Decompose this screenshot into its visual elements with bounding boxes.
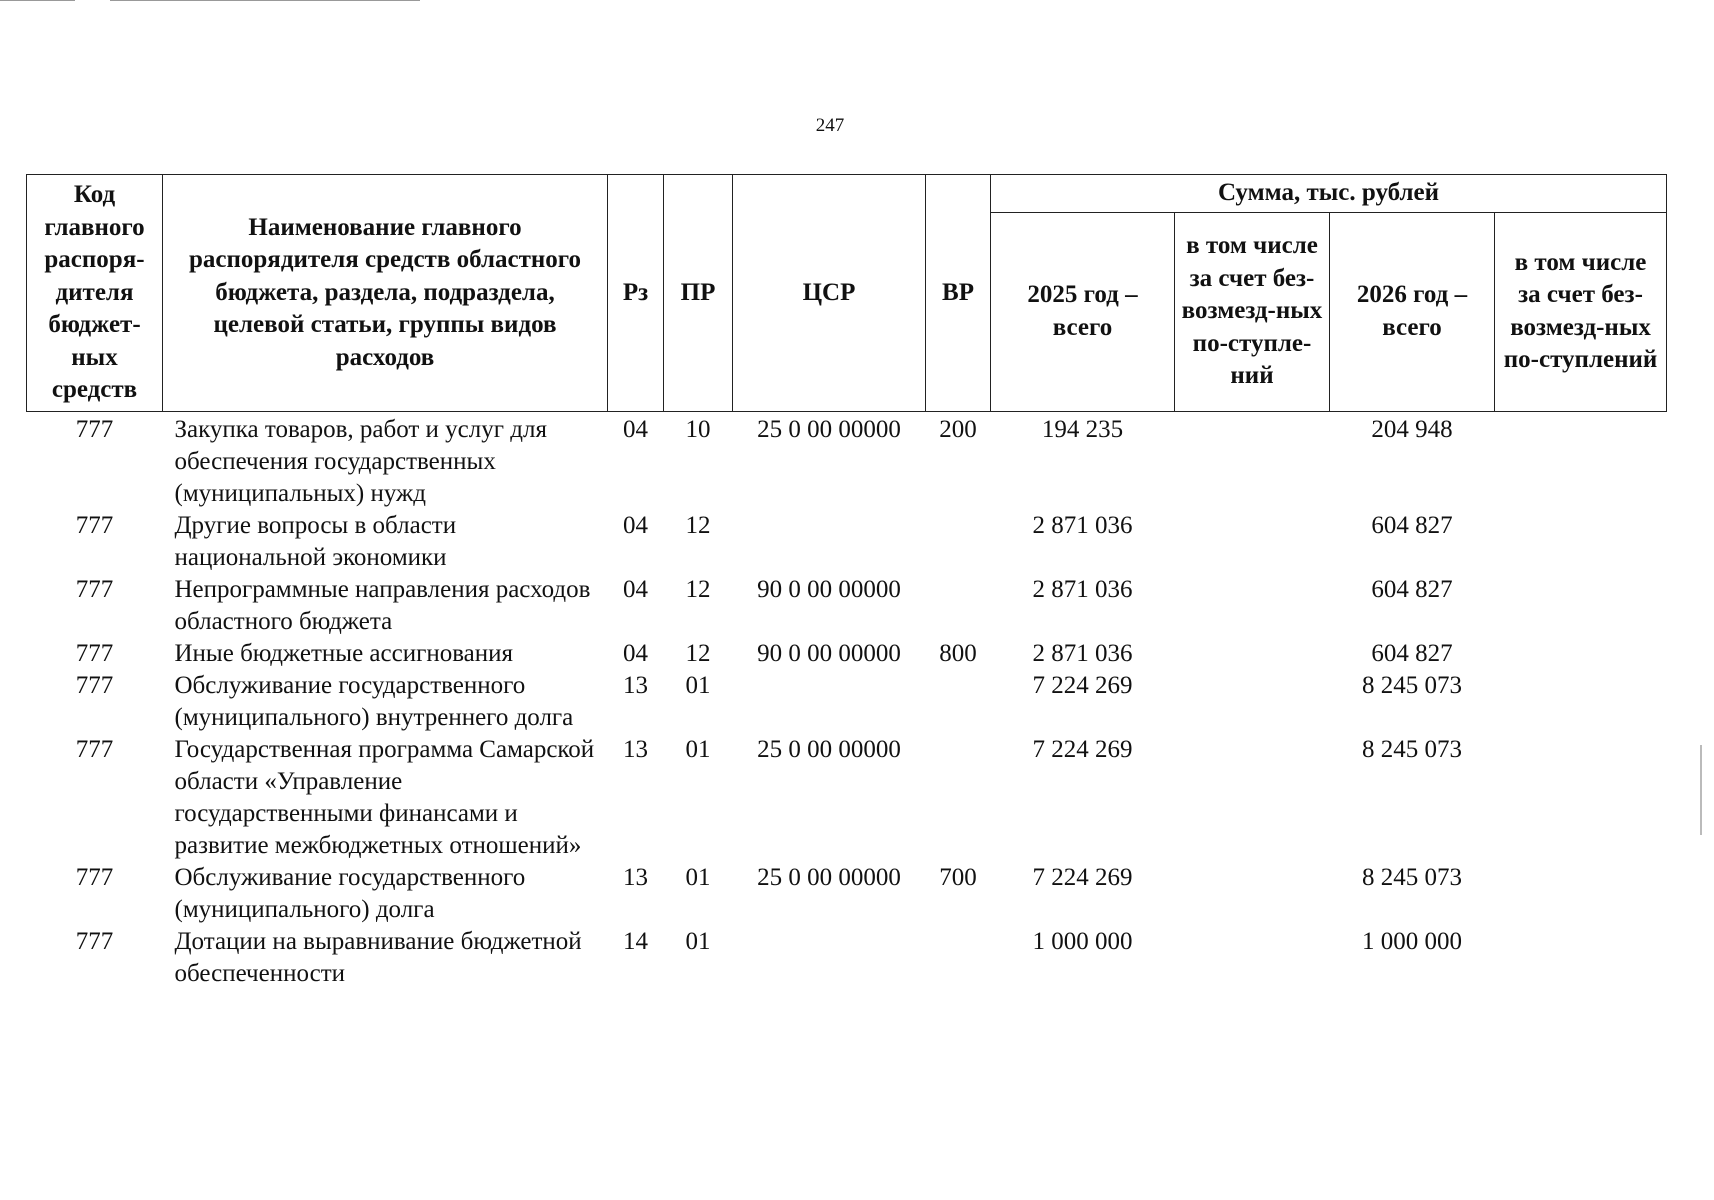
table-row — [27, 734, 1667, 862]
row-name: Государственная программа Самарской области «Управление государственными финансами и развитие межбюджетных отношений» — [174, 735, 595, 859]
row-csr: 25 0 00 00000 — [757, 735, 901, 763]
row-name: Обслуживание государственного (муниципального) долга — [174, 863, 526, 923]
row-code: 777 — [75, 511, 114, 539]
row-2026-free — [1495, 734, 1667, 862]
scan-artifact — [0, 0, 75, 1]
row-csr — [733, 670, 926, 734]
row-name: Непрограммные направления расходов областного бюджета — [174, 575, 591, 635]
row-2026-free — [1495, 670, 1667, 734]
row-code: 777 — [75, 735, 114, 763]
row-2026-total: 604 827 — [1371, 511, 1453, 539]
row-2025-free — [1175, 926, 1330, 990]
table-row — [27, 510, 1667, 574]
table-body — [27, 411, 1667, 990]
row-pr: 01 — [685, 863, 711, 891]
row-name: Обслуживание государственного (муниципального) внутреннего долга — [174, 671, 574, 731]
row-2025-total: 7 224 269 — [1032, 735, 1133, 763]
header-rz: Рз — [608, 175, 664, 412]
table-row — [27, 670, 1667, 734]
row-pr: 01 — [685, 735, 711, 763]
row-vr — [926, 734, 991, 862]
row-csr: 25 0 00 00000 — [757, 863, 901, 891]
row-rz: 04 — [623, 511, 648, 539]
row-2025-free — [1175, 862, 1330, 926]
row-rz: 14 — [623, 927, 648, 955]
table-row — [27, 411, 1667, 510]
row-pr: 10 — [685, 415, 711, 443]
row-2026-free — [1495, 638, 1667, 670]
row-rz: 04 — [623, 415, 648, 443]
row-csr: 90 0 00 00000 — [757, 639, 901, 667]
header-row-1 — [27, 175, 1667, 213]
row-2025-free — [1175, 510, 1330, 574]
header-2026-free: в том числе за счет без-возмезд-ных по-ступлений — [1495, 212, 1667, 411]
row-vr — [926, 510, 991, 574]
row-2026-free — [1495, 574, 1667, 638]
row-csr: 90 0 00 00000 — [757, 575, 901, 603]
row-2025-free — [1175, 638, 1330, 670]
row-code: 777 — [75, 639, 114, 667]
row-2025-total: 2 871 036 — [1032, 575, 1133, 603]
row-2025-free — [1175, 670, 1330, 734]
row-vr — [926, 574, 991, 638]
row-2026-free — [1495, 862, 1667, 926]
row-2025-total: 7 224 269 — [1032, 671, 1133, 699]
scan-artifact — [110, 0, 420, 1]
row-vr — [926, 670, 991, 734]
row-2025-free — [1175, 574, 1330, 638]
row-2026-total: 1 000 000 — [1362, 927, 1462, 955]
row-2026-free — [1495, 510, 1667, 574]
row-vr — [926, 926, 991, 990]
row-2025-free — [1175, 411, 1330, 510]
table-row — [27, 638, 1667, 670]
row-csr: 25 0 00 00000 — [757, 415, 901, 443]
row-pr: 01 — [685, 671, 711, 699]
header-name: Наименование главного распорядителя средств областного бюджета, раздела, подраздела, целевой статьи, группы видов расходов — [163, 175, 608, 412]
budget-table — [26, 174, 1667, 990]
header-2025-total: 2025 год – всего — [991, 212, 1175, 411]
header-2025-free: в том числе за счет без-возмезд-ных по-ступле-ний — [1175, 212, 1330, 411]
row-2025-total: 7 224 269 — [1032, 863, 1133, 891]
row-name: Другие вопросы в области национальной экономики — [174, 511, 457, 571]
row-rz: 13 — [623, 863, 648, 891]
row-2025-total: 2 871 036 — [1032, 511, 1133, 539]
row-code: 777 — [75, 863, 114, 891]
row-2026-total: 8 245 073 — [1362, 671, 1462, 699]
row-2026-free — [1495, 926, 1667, 990]
row-name: Закупка товаров, работ и услуг для обеспечения государственных (муниципальных) нужд — [174, 415, 547, 507]
page-number: 247 — [815, 115, 845, 136]
row-vr: 800 — [939, 639, 977, 667]
row-rz: 04 — [623, 639, 648, 667]
row-2025-total: 2 871 036 — [1032, 639, 1133, 667]
row-2026-total: 604 827 — [1371, 639, 1453, 667]
row-name: Дотации на выравнивание бюджетной обеспеченности — [174, 927, 582, 987]
table-row — [27, 862, 1667, 926]
row-vr: 200 — [939, 415, 977, 443]
header-2026-total: 2026 год – всего — [1330, 212, 1495, 411]
row-2026-total: 604 827 — [1371, 575, 1453, 603]
row-2025-free — [1175, 734, 1330, 862]
header-sum: Сумма, тыс. рублей — [991, 175, 1667, 213]
table-row — [27, 574, 1667, 638]
scan-artifact — [1700, 745, 1702, 835]
table-row — [27, 926, 1667, 990]
row-vr: 700 — [939, 863, 977, 891]
row-name: Иные бюджетные ассигнования — [174, 639, 514, 667]
row-code: 777 — [75, 415, 114, 443]
row-2026-total: 204 948 — [1371, 415, 1453, 443]
row-2026-total: 8 245 073 — [1362, 863, 1462, 891]
header-csr: ЦСР — [733, 175, 926, 412]
row-csr — [733, 510, 926, 574]
header-pr: ПР — [664, 175, 733, 412]
row-pr: 01 — [685, 927, 711, 955]
row-code: 777 — [75, 671, 114, 699]
row-2026-total: 8 245 073 — [1362, 735, 1462, 763]
row-csr — [733, 926, 926, 990]
row-rz: 13 — [623, 735, 648, 763]
row-pr: 12 — [685, 639, 711, 667]
table-header — [27, 175, 1667, 412]
row-rz: 13 — [623, 671, 648, 699]
header-code: Код главного распоря-дителя бюджет-ных средств — [27, 175, 163, 412]
row-rz: 04 — [623, 575, 648, 603]
row-2026-free — [1495, 411, 1667, 510]
header-vr: ВР — [926, 175, 991, 412]
row-pr: 12 — [685, 511, 711, 539]
row-code: 777 — [75, 575, 114, 603]
row-code: 777 — [75, 927, 114, 955]
row-2025-total: 194 235 — [1041, 415, 1124, 443]
row-pr: 12 — [685, 575, 711, 603]
row-2025-total: 1 000 000 — [1032, 927, 1133, 955]
